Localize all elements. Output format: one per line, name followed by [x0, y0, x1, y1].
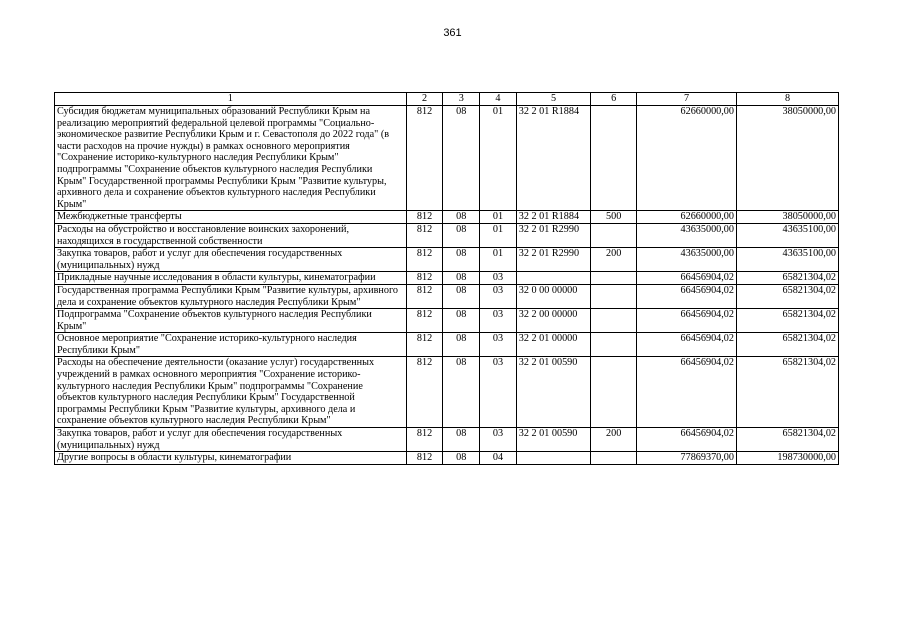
row-amount-7: 43635000,00: [637, 223, 737, 247]
row-code-2: 812: [406, 309, 443, 333]
row-code-6: [591, 106, 637, 211]
row-code-5: 32 2 01 00000: [516, 333, 590, 357]
row-amount-7: 66456904,02: [637, 309, 737, 333]
row-code-4: 01: [480, 223, 517, 247]
header-cell: 8: [736, 93, 838, 106]
row-code-5: 32 2 01 00590: [516, 428, 590, 452]
row-name: Подпрограмма "Сохранение объектов культурного наследия Республики Крым": [55, 309, 407, 333]
row-code-2: 812: [406, 106, 443, 211]
row-amount-7: 43635000,00: [637, 248, 737, 272]
row-code-6: [591, 309, 637, 333]
row-code-3: 08: [443, 357, 480, 428]
table-row: [55, 284, 839, 308]
row-amount-7: 66456904,02: [637, 333, 737, 357]
row-code-4: 01: [480, 211, 517, 224]
row-amount-7: 66456904,02: [637, 428, 737, 452]
row-amount-7: 77869370,00: [637, 452, 737, 465]
row-name: Другие вопросы в области культуры, кинематографии: [55, 452, 407, 465]
row-code-4: 01: [480, 248, 517, 272]
row-code-5: 32 2 01 R1884: [516, 106, 590, 211]
row-name: Закупка товаров, работ и услуг для обеспечения государственных (муниципальных) нужд: [55, 248, 407, 272]
table-row: [55, 309, 839, 333]
row-code-3: 08: [443, 106, 480, 211]
row-code-3: 08: [443, 223, 480, 247]
row-code-4: 04: [480, 452, 517, 465]
row-code-5: 32 2 00 00000: [516, 309, 590, 333]
row-name: Прикладные научные исследования в области культуры, кинематографии: [55, 272, 407, 285]
row-code-6: 500: [591, 211, 637, 224]
row-code-4: 03: [480, 357, 517, 428]
header-cell: 6: [591, 93, 637, 106]
row-code-5: 32 0 00 00000: [516, 284, 590, 308]
row-amount-7: 62660000,00: [637, 211, 737, 224]
row-name: Расходы на обеспечение деятельности (оказание услуг) государственных учреждений в рамках основного мероприятия "Сохранение историко-культурного наследия Республики Крым" подпрограммы "Сохранение объектов культурного наследия Республики Крым" Государственной программы Республики Крым "Развитие культуры, архивного дела и сохранение объектов культурного наследия Республики Крым": [55, 357, 407, 428]
row-code-4: 03: [480, 333, 517, 357]
row-code-6: [591, 284, 637, 308]
header-cell: 1: [55, 93, 407, 106]
row-code-2: 812: [406, 248, 443, 272]
header-cell: 3: [443, 93, 480, 106]
row-code-6: 200: [591, 428, 637, 452]
header-cell: 2: [406, 93, 443, 106]
header-row: [55, 93, 839, 106]
row-code-3: 08: [443, 428, 480, 452]
row-code-3: 08: [443, 211, 480, 224]
table-row: [55, 248, 839, 272]
row-code-4: 03: [480, 284, 517, 308]
row-name: Расходы на обустройство и восстановление воинских захоронений, находящихся в государственной собственности: [55, 223, 407, 247]
row-amount-7: 66456904,02: [637, 284, 737, 308]
row-code-6: [591, 357, 637, 428]
table-row: [55, 106, 839, 211]
row-code-3: 08: [443, 333, 480, 357]
row-code-6: [591, 272, 637, 285]
row-code-3: 08: [443, 309, 480, 333]
row-amount-8: 65821304,02: [736, 284, 838, 308]
row-amount-7: 62660000,00: [637, 106, 737, 211]
row-code-2: 812: [406, 211, 443, 224]
table-row: [55, 272, 839, 285]
row-name: Государственная программа Республики Крым "Развитие культуры, архивного дела и сохранение объектов культурного наследия Республики Крым": [55, 284, 407, 308]
header-cell: 4: [480, 93, 517, 106]
row-amount-8: 65821304,02: [736, 357, 838, 428]
row-name: Основное мероприятие "Сохранение историко-культурного наследия Республики Крым": [55, 333, 407, 357]
row-code-5: 32 2 01 R1884: [516, 211, 590, 224]
row-code-2: 812: [406, 357, 443, 428]
row-code-3: 08: [443, 272, 480, 285]
header-cell: 5: [516, 93, 590, 106]
row-code-6: 200: [591, 248, 637, 272]
row-code-6: [591, 223, 637, 247]
row-amount-8: 43635100,00: [736, 223, 838, 247]
row-amount-8: 65821304,02: [736, 428, 838, 452]
row-amount-8: 65821304,02: [736, 272, 838, 285]
row-name: Субсидия бюджетам муниципальных образований Республики Крым на реализацию мероприятий федеральной целевой программы "Социально-экономическое развитие Республики Крым и г. Севастополя до 2022 года" (в части расходов на прочие нужды) в рамках основного мероприятия "Сохранение историко-культурного наследия Республики Крым" подпрограммы "Сохранение объектов культурного наследия Республики Крым" Государственной программы Республики Крым "Развитие культуры, архивного дела и сохранение объектов культурного наследия Республики Крым": [55, 106, 407, 211]
row-code-2: 812: [406, 272, 443, 285]
row-code-4: 03: [480, 309, 517, 333]
row-amount-8: 38050000,00: [736, 106, 838, 211]
row-code-5: 32 2 01 R2990: [516, 223, 590, 247]
table-row: [55, 211, 839, 224]
row-code-4: 03: [480, 272, 517, 285]
row-code-6: [591, 452, 637, 465]
row-code-2: 812: [406, 223, 443, 247]
header-cell: 7: [637, 93, 737, 106]
budget-table: [54, 92, 839, 465]
row-amount-7: 66456904,02: [637, 357, 737, 428]
row-amount-7: 66456904,02: [637, 272, 737, 285]
row-code-3: 08: [443, 284, 480, 308]
row-code-2: 812: [406, 333, 443, 357]
row-code-3: 08: [443, 248, 480, 272]
row-name: Межбюджетные трансферты: [55, 211, 407, 224]
table-row: [55, 333, 839, 357]
table-row: [55, 223, 839, 247]
table-row: [55, 452, 839, 465]
row-code-5: [516, 272, 590, 285]
row-code-4: 03: [480, 428, 517, 452]
row-code-2: 812: [406, 284, 443, 308]
table-row: [55, 428, 839, 452]
row-amount-8: 198730000,00: [736, 452, 838, 465]
row-amount-8: 38050000,00: [736, 211, 838, 224]
row-code-2: 812: [406, 428, 443, 452]
row-amount-8: 65821304,02: [736, 309, 838, 333]
row-code-6: [591, 333, 637, 357]
row-amount-8: 65821304,02: [736, 333, 838, 357]
table-row: [55, 357, 839, 428]
row-code-5: 32 2 01 00590: [516, 357, 590, 428]
row-code-5: 32 2 01 R2990: [516, 248, 590, 272]
row-code-2: 812: [406, 452, 443, 465]
row-amount-8: 43635100,00: [736, 248, 838, 272]
row-code-5: [516, 452, 590, 465]
page-number: 361: [443, 27, 462, 39]
row-code-4: 01: [480, 106, 517, 211]
row-name: Закупка товаров, работ и услуг для обеспечения государственных (муниципальных) нужд: [55, 428, 407, 452]
row-code-3: 08: [443, 452, 480, 465]
